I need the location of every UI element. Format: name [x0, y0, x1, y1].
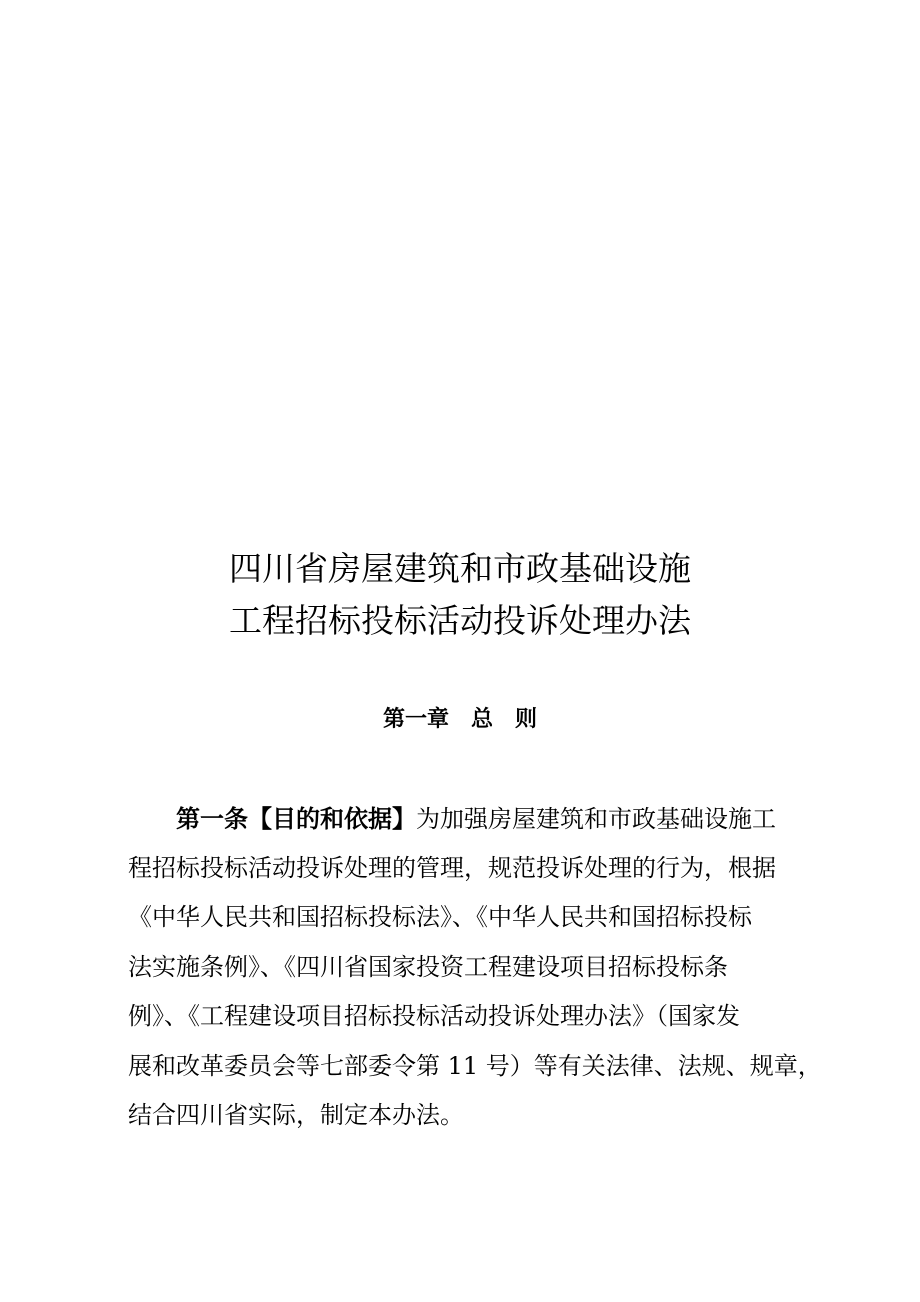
- article-1-first-line: [176, 802, 776, 836]
- chapter-heading: 第一章 总 则: [382, 707, 537, 732]
- document-title-line-2: 工程招标投标活动投诉处理办法: [229, 601, 691, 640]
- article-1-text-line: 展和改革委员会等七部委令第 11 号）等有关法律、法规、规章，: [128, 1052, 822, 1080]
- article-1-text-line: 程招标投标活动投诉处理的管理，规范投诉处理的行为，根据: [128, 854, 776, 882]
- article-1-text-line: 为加强房屋建筑和市政基础设施工: [416, 805, 776, 833]
- article-1-text-line: 例》、《工程建设项目招标投标活动投诉处理办法》（国家发: [128, 1002, 740, 1030]
- document-title-line-1: 四川省房屋建筑和市政基础设施: [229, 549, 691, 588]
- article-1-text-line: 结合四川省实际，制定本办法。: [128, 1101, 464, 1129]
- article-1-text-line: 法实施条例》、《四川省国家投资工程建设项目招标投标条: [128, 953, 728, 981]
- article-1-heading: 第一条【目的和依据】: [176, 805, 416, 833]
- article-1-text-line: 《中华人民共和国招标投标法》、《中华人民共和国招标投标: [128, 903, 752, 931]
